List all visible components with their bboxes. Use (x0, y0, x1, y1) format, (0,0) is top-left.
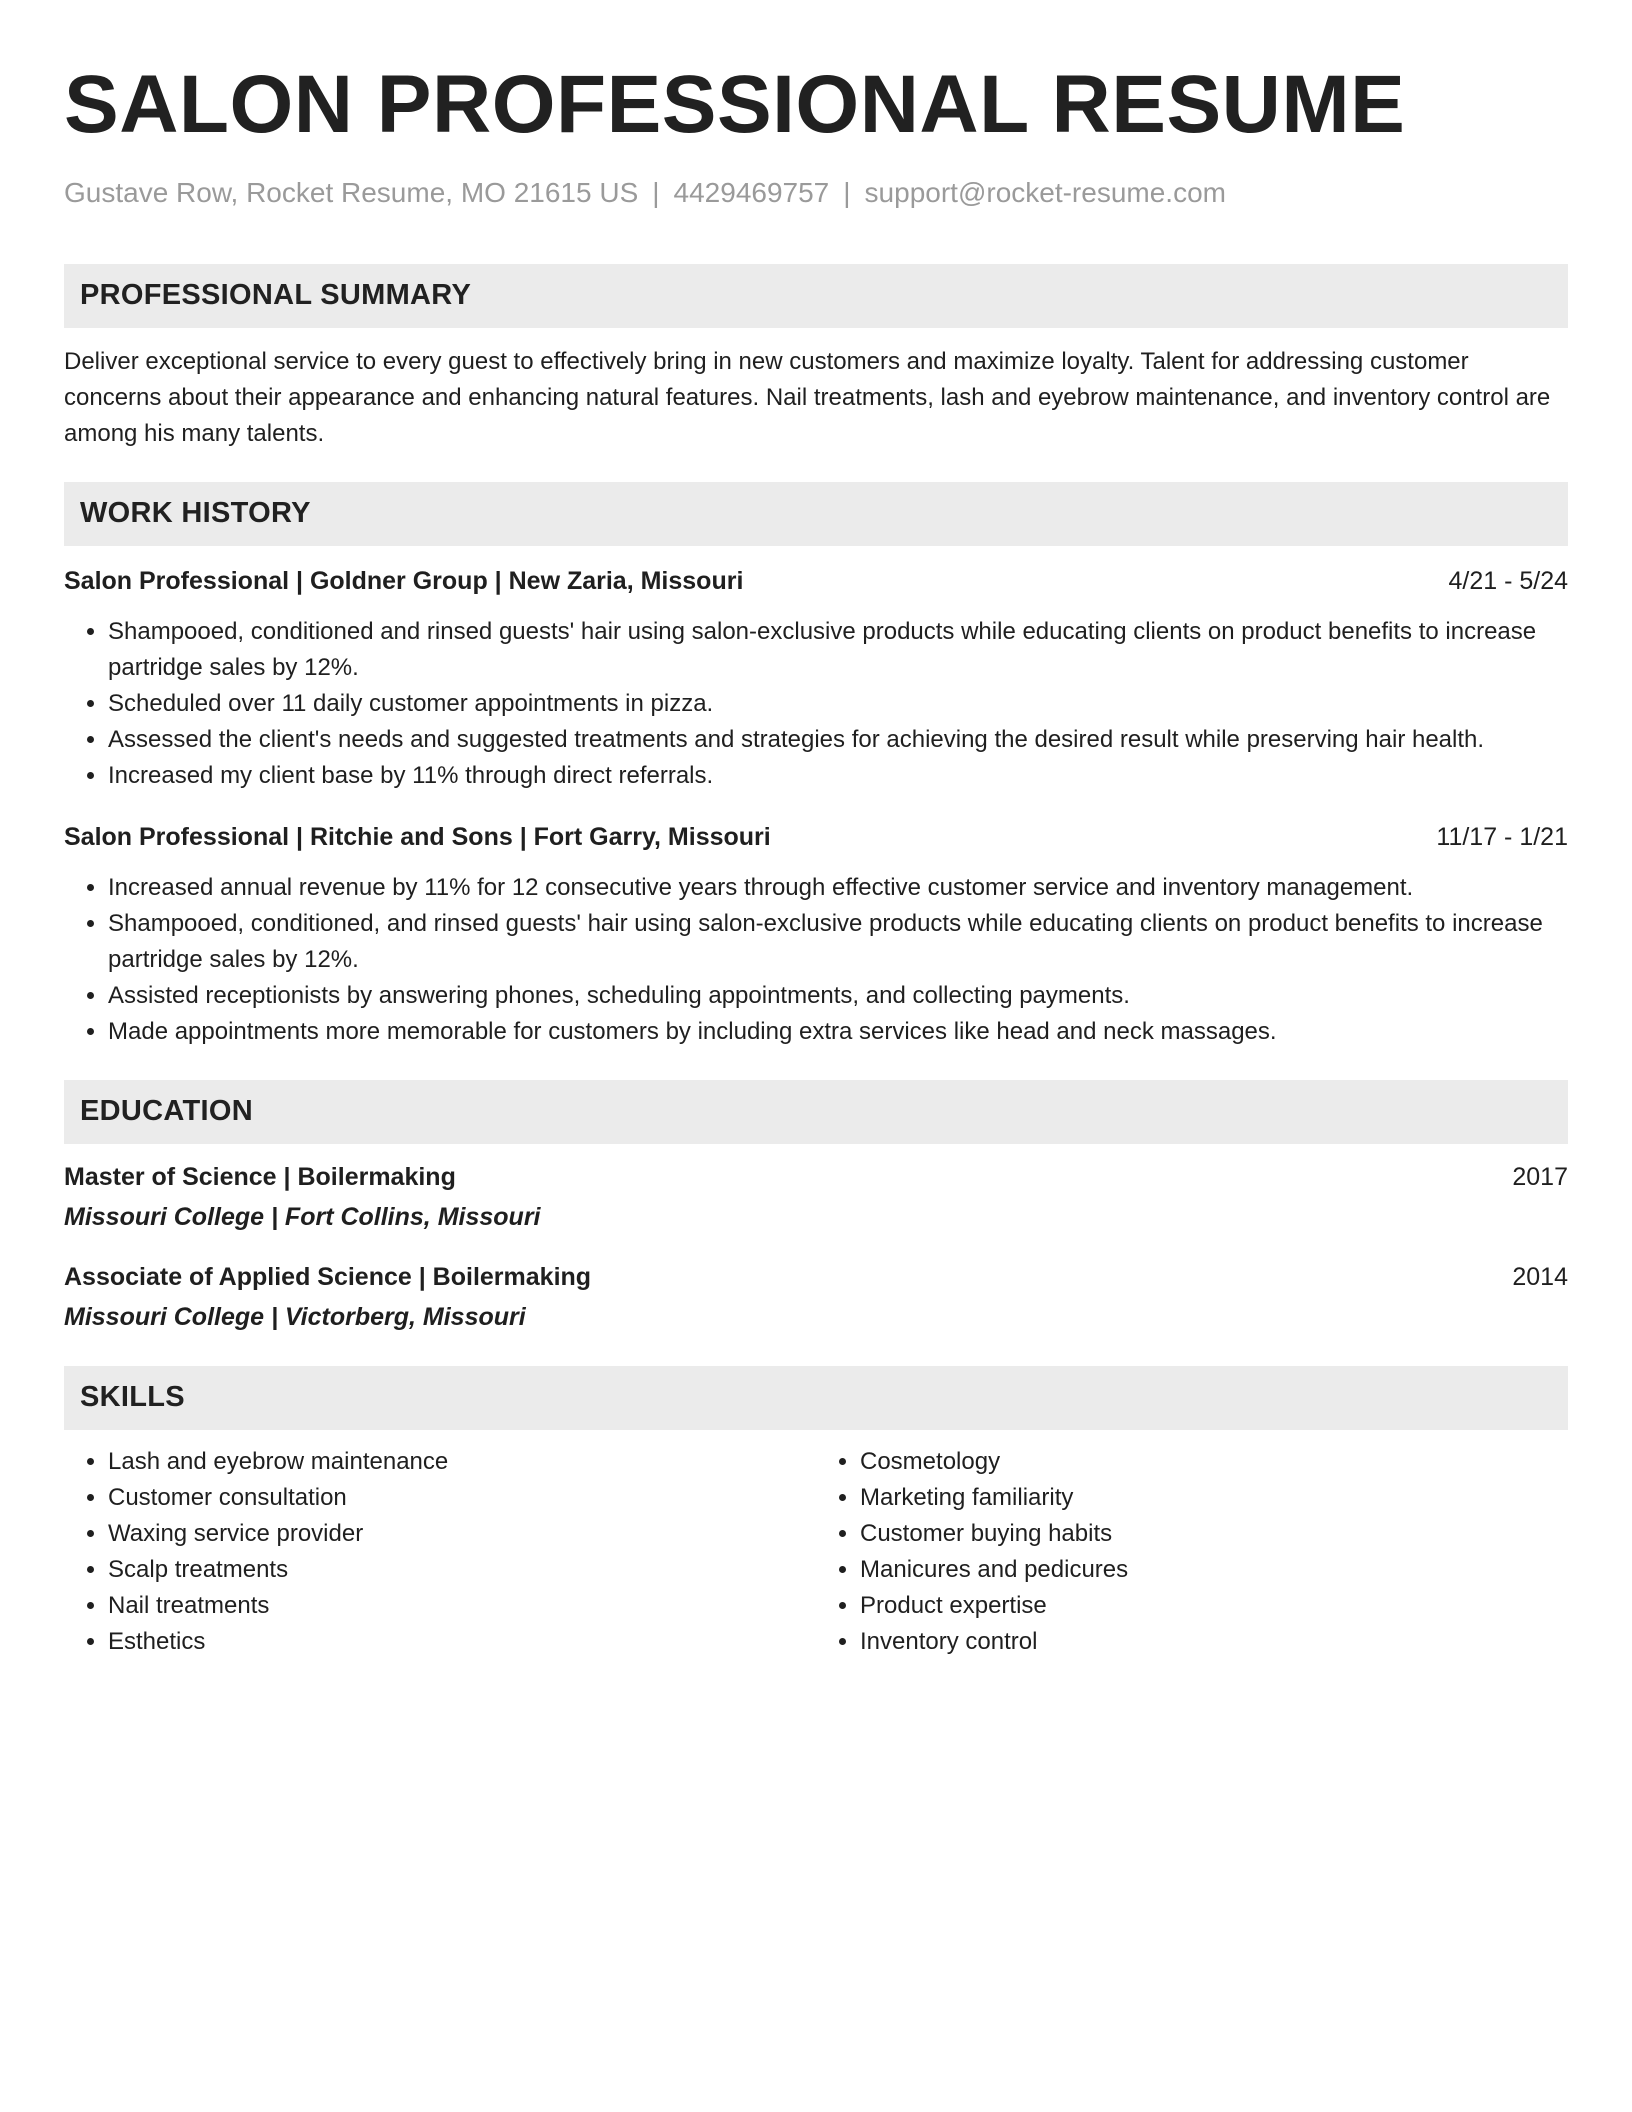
education-degree: Associate of Applied Science | Boilermaking (64, 1262, 592, 1291)
skills-column-left (64, 1444, 816, 1660)
section-heading-summary: PROFESSIONAL SUMMARY (64, 264, 1568, 328)
education-year: 2014 (1512, 1262, 1568, 1291)
skill-item: • Product expertise (860, 1588, 1568, 1624)
job-dates: 11/17 - 1/21 (1436, 822, 1568, 851)
job-header (64, 820, 1568, 854)
education-year: 2017 (1512, 1162, 1568, 1191)
job-entry (64, 820, 1568, 1050)
skill-item: • Esthetics (108, 1624, 816, 1660)
job-bullet: • Assessed the client's needs and suggested treatments and strategies for achieving the desired result while preserving hair health. (108, 722, 1568, 758)
job-bullet: • Scheduled over 11 daily customer appointments in pizza. (108, 686, 1568, 722)
education-school: Missouri College | Fort Collins, Missouri (64, 1202, 541, 1231)
skill-item: • Inventory control (860, 1624, 1568, 1660)
contact-email: support@rocket-resume.com (864, 177, 1226, 208)
job-bullets (64, 870, 1568, 1050)
job-bullet: • Made appointments more memorable for customers by including extra services like head and neck massages. (108, 1014, 1568, 1050)
job-header (64, 564, 1568, 598)
skill-item: • Customer consultation (108, 1480, 816, 1516)
contact-phone: 4429469757 (673, 177, 830, 208)
skill-item: • Scalp treatments (108, 1552, 816, 1588)
skill-item: • Cosmetology (860, 1444, 1568, 1480)
contact-line (64, 176, 1568, 210)
job-bullets (64, 614, 1568, 794)
resume-title: SALON PROFESSIONAL RESUME (64, 59, 1406, 150)
education-entry (64, 1160, 1568, 1234)
education-header (64, 1160, 1568, 1194)
section-heading-skills: SKILLS (64, 1366, 1568, 1430)
contact-address: Gustave Row, Rocket Resume, MO 21615 US (64, 177, 639, 208)
contact-separator: | (843, 177, 851, 208)
job-bullet: • Shampooed, conditioned and rinsed guests' hair using salon-exclusive products while educating clients on product benefits to increase partridge sales by 12%. (108, 614, 1568, 686)
section-heading-work-history: WORK HISTORY (64, 482, 1568, 546)
skill-item: • Marketing familiarity (860, 1480, 1568, 1516)
contact-separator: | (652, 177, 660, 208)
job-title: Salon Professional | Ritchie and Sons | Fort Garry, Missouri (64, 822, 771, 851)
skill-item: • Manicures and pedicures (860, 1552, 1568, 1588)
job-bullet: • Shampooed, conditioned, and rinsed guests' hair using salon-exclusive products while educating clients on product benefits to increase partridge sales by 12%. (108, 906, 1568, 978)
education-header (64, 1260, 1568, 1294)
skill-item: • Nail treatments (108, 1588, 816, 1624)
skills-column-right (816, 1444, 1568, 1660)
job-entry (64, 564, 1568, 794)
skills-grid (64, 1444, 1568, 1660)
summary-text: Deliver exceptional service to every guest to effectively bring in new customers and maximize loyalty. Talent for addressing customer concerns about their appearance and enhancing natural features. Nail treatments, lash and eyebrow maintenance, and inventory control are among his many talents. (64, 347, 1551, 447)
education-entry (64, 1260, 1568, 1334)
section-heading-education: EDUCATION (64, 1080, 1568, 1144)
job-bullet: • Increased my client base by 11% through direct referrals. (108, 758, 1568, 794)
job-bullet: • Increased annual revenue by 11% for 12 consecutive years through effective customer service and inventory management. (108, 870, 1568, 906)
job-title: Salon Professional | Goldner Group | New Zaria, Missouri (64, 566, 744, 595)
job-bullet: • Assisted receptionists by answering phones, scheduling appointments, and collecting payments. (108, 978, 1568, 1014)
education-degree: Master of Science | Boilermaking (64, 1162, 456, 1191)
skill-item: • Waxing service provider (108, 1516, 816, 1552)
skill-item: • Customer buying habits (860, 1516, 1568, 1552)
education-school: Missouri College | Victorberg, Missouri (64, 1302, 526, 1331)
skill-item: • Lash and eyebrow maintenance (108, 1444, 816, 1480)
job-dates: 4/21 - 5/24 (1448, 566, 1568, 595)
